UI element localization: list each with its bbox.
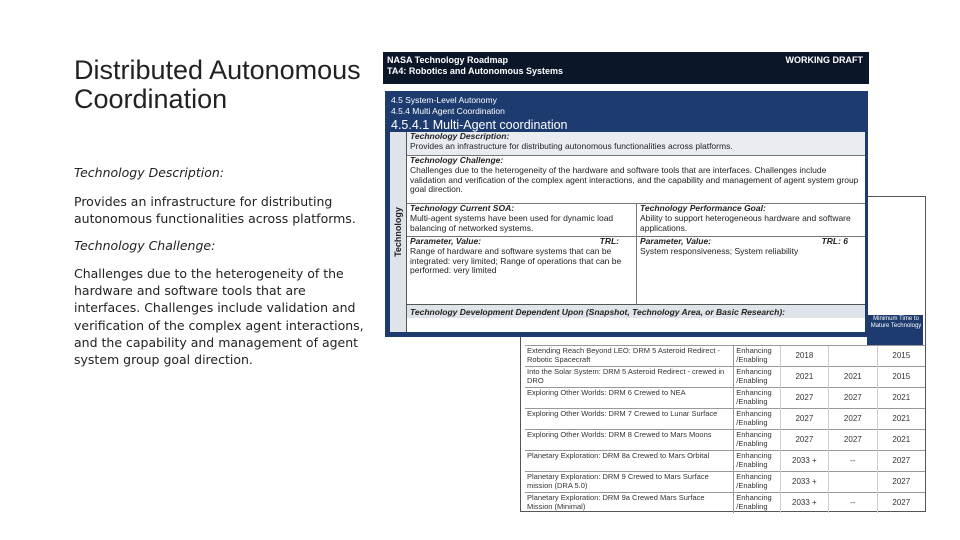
year-cell: 2018 [780,346,828,367]
type-cell: Enhancing /Enabling [734,430,780,451]
parameter-right-label: Parameter, Value: [640,237,712,246]
year-cell [829,472,877,493]
breadcrumb-level1: 4.5 System-Level Autonomy [391,95,497,105]
mission-cell: Extending Reach Beyond LEO: DRM 5 Asteroid Redirect - Robotic Spacecraft [525,346,734,367]
parameter-right-cell [637,237,865,304]
working-draft-label: WORKING DRAFT [785,55,863,65]
card-heading: 4.5.4.1 Multi-Agent coordination [391,118,568,132]
year-cell: 2027 [829,430,877,451]
year-cell: 2027 [829,409,877,430]
type-cell: Enhancing /Enabling [734,367,780,388]
year-cell: 2015 [877,367,925,388]
type-cell: Enhancing /Enabling [734,472,780,493]
year-cell: -- [829,451,877,472]
technology-card [385,91,868,337]
mission-cell: Planetary Exploration: DRM 9a Crewed Mars Surface Mission (Minimal) [525,493,734,514]
table-row [525,346,925,367]
mission-cell: Exploring Other Worlds: DRM 6 Crewed to NEA [525,388,734,409]
type-cell: Enhancing /Enabling [734,388,780,409]
card-description-text: Provides an infrastructure for distributing autonomous functionalities across platforms. [410,140,733,151]
mission-cell: Exploring Other Worlds: DRM 7 Crewed to Lunar Surface [525,409,734,430]
performance-goal-text: Ability to support heterogeneous hardware and software applications. [640,212,851,233]
page-title: Distributed Autonomous Coordination [74,55,361,114]
trl-left-label: TRL: [599,237,619,246]
technology-description-heading: Technology Description: [74,165,224,180]
parameter-left-text: Range of hardware and software systems that can be integrated: very limited; Range of operations that can be performed: very limited [410,245,622,276]
roadmap-banner [383,52,869,84]
year-cell: 2027 [780,430,828,451]
performance-goal-label: Technology Performance Goal: [640,204,766,213]
table-row [525,409,925,430]
year-cell: 2027 [780,409,828,430]
mission-cell: Planetary Exploration: DRM 9 Crewed to Mars Surface mission (DRA 5.0) [525,472,734,493]
current-soa-label: Technology Current SOA: [410,204,515,213]
year-cell: 2021 [877,388,925,409]
banner-title: NASA Technology Roadmap [387,55,509,65]
year-cell: 2021 [877,409,925,430]
current-soa-cell [407,204,636,237]
breadcrumb-level2: 4.5.4 Multi Agent Coordination [391,106,505,116]
year-cell: 2027 [780,388,828,409]
card-divider [636,204,637,304]
type-cell: Enhancing /Enabling [734,451,780,472]
table-row [525,367,925,388]
mission-cell: Into the Solar System: DRM 5 Asteroid Redirect - crewed in DRO [525,367,734,388]
dependent-upon-bar: Technology Development Dependent Upon (Snapshot, Technology Area, or Basic Research): [407,304,865,318]
type-cell: Enhancing /Enabling [734,409,780,430]
type-cell: Enhancing /Enabling [734,493,780,514]
type-cell: Enhancing /Enabling [734,346,780,367]
mission-table [525,345,925,513]
parameter-left-label: Parameter, Value: [410,237,482,246]
table-header-min-time: Minimum Time to Mature Technology [869,315,923,346]
year-cell: 2033 + [780,451,828,472]
card-description-label: Technology Description: [410,132,510,141]
year-cell: 2027 [877,451,925,472]
year-cell: -- [829,493,877,514]
year-cell: 2027 [829,388,877,409]
table-row [525,451,925,472]
year-cell: 2021 [877,430,925,451]
card-challenge-cell [407,156,865,204]
table-row [525,472,925,493]
year-cell: 2015 [877,346,925,367]
year-cell [829,346,877,367]
parameter-left-cell [407,237,636,304]
card-challenge-label: Technology Challenge: [410,156,504,165]
performance-goal-cell [637,204,865,237]
parameter-right-text: System responsiveness; System reliability [640,245,799,256]
mission-cell: Planetary Exploration: DRM 8a Crewed to Mars Orbital [525,451,734,472]
year-cell: 2021 [829,367,877,388]
table-row [525,388,925,409]
table-row [525,430,925,451]
card-description-cell [407,132,865,156]
card-challenge-text: Challenges due to the heterogeneity of the hardware and software tools that are interfaces. Challenges include validation and verification of the complex agent interactions, and the capability and management of agent system group goal direction. [410,164,859,195]
technology-side-label: Technology [390,132,407,332]
year-cell: 2027 [877,472,925,493]
current-soa-text: Multi-agent systems have been used for dynamic load balancing of networked systems. [410,212,614,233]
technology-challenge-text: Challenges due to the heterogeneity of the hardware and software tools that are interfaces. Challenges include validation and verification of the complex agent interactions, and the capability and management of agent system group goal direction. [74,266,364,368]
banner-subtitle: TA4: Robotics and Autonomous Systems [387,66,564,76]
technology-description-text: Provides an infrastructure for distributing autonomous functionalities across platforms. [74,194,356,227]
table-row [525,493,925,514]
trl-right-label: TRL: 6 [821,237,848,246]
technology-challenge-heading: Technology Challenge: [74,238,216,253]
year-cell: 2027 [877,493,925,514]
mission-cell: Exploring Other Worlds: DRM 8 Crewed to Mars Moons [525,430,734,451]
card-body [390,132,865,332]
year-cell: 2033 + [780,493,828,514]
year-cell: 2021 [780,367,828,388]
year-cell: 2033 + [780,472,828,493]
